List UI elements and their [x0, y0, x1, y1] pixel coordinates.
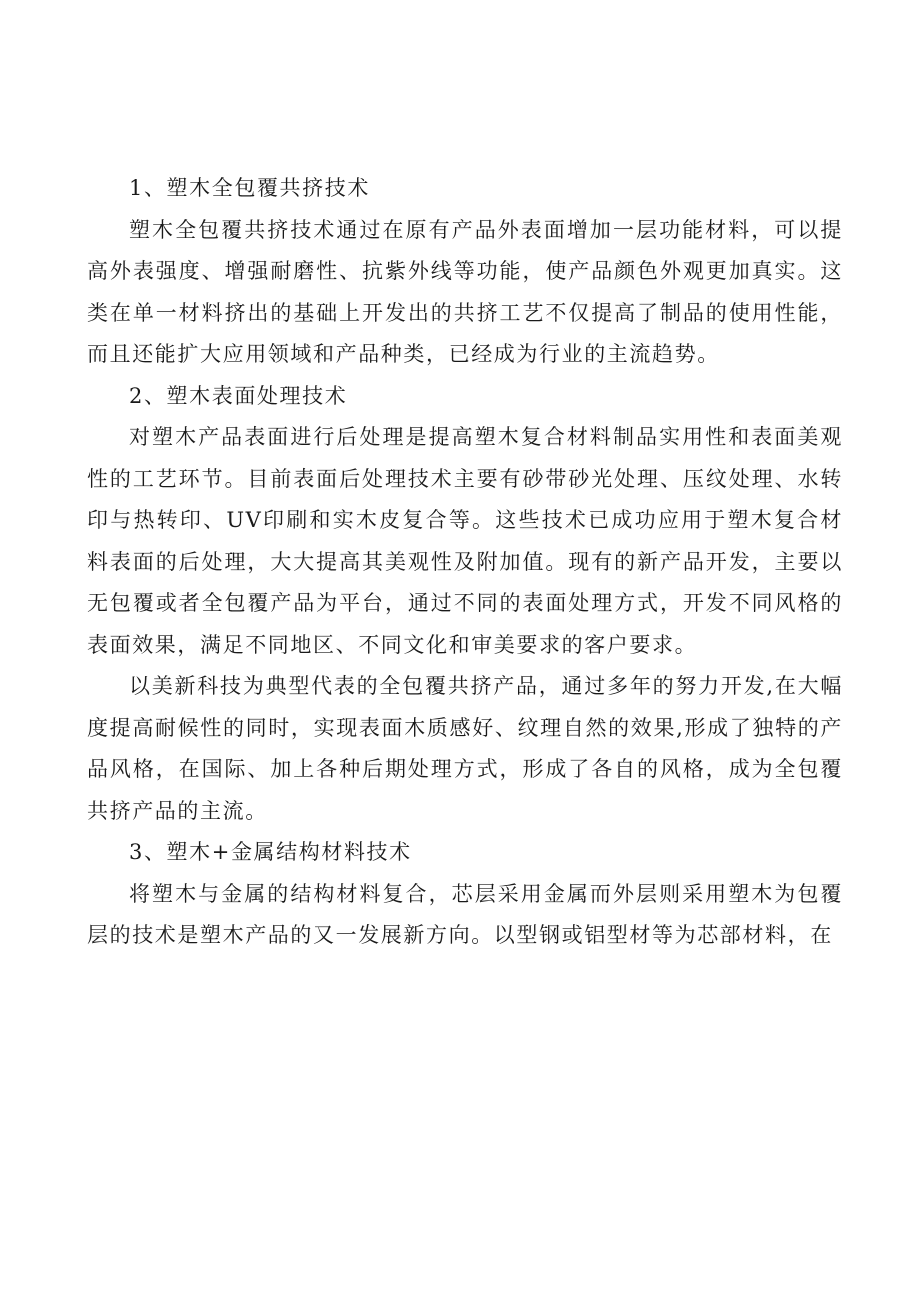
section-heading: 1、塑木全包覆共挤技术 — [129, 176, 370, 200]
paragraph: 以美新科技为典型代表的全包覆共挤产品，通过多年的努力开发,在大幅度提高耐候性的同时，实现表面木质感好、纹理自然的效果,形成了独特的产品风格，在国际、加上各种后期处理方式，形成了各自的风格，成为全包覆共挤产品的主流。 — [87, 674, 843, 823]
document-body — [87, 168, 843, 957]
section-heading: 2、塑木表面处理技术 — [129, 383, 348, 408]
paragraph: 将塑木与金属的结构材料复合，芯层采用金属而外层则采用塑木为包覆层的技术是塑木产品的又一发展新方向。以型钢或铝型材等为芯部材料，在 — [87, 881, 843, 947]
section-heading: 3、塑木+金属结构材料技术 — [129, 840, 412, 864]
paragraph: 对塑木产品表面进行后处理是提高塑木复合材料制品实用性和表面美观性的工艺环节。目前表面后处理技术主要有砂带砂光处理、压纹处理、水转印与热转印、UV印刷和实木皮复合等。这些技术已成功应用于塑木复合材料表面的后处理，大大提高其美观性及附加值。现有的新产品开发，主要以无包覆或者全包覆产品为平台，通过不同的表面处理方式，开发不同风格的表面效果，满足不同地区、不同文化和审美要求的客户要求。 — [87, 425, 843, 657]
paragraph: 塑木全包覆共挤技术通过在原有产品外表面增加一层功能材料，可以提高外表强度、增强耐磨性、抗紫外线等功能，使产品颜色外观更加真实。这类在单一材料挤出的基础上开发出的共挤工艺不仅提高了制品的使用性能，而且还能扩大应用领域和产品种类，已经成为行业的主流趋势。 — [87, 217, 843, 366]
